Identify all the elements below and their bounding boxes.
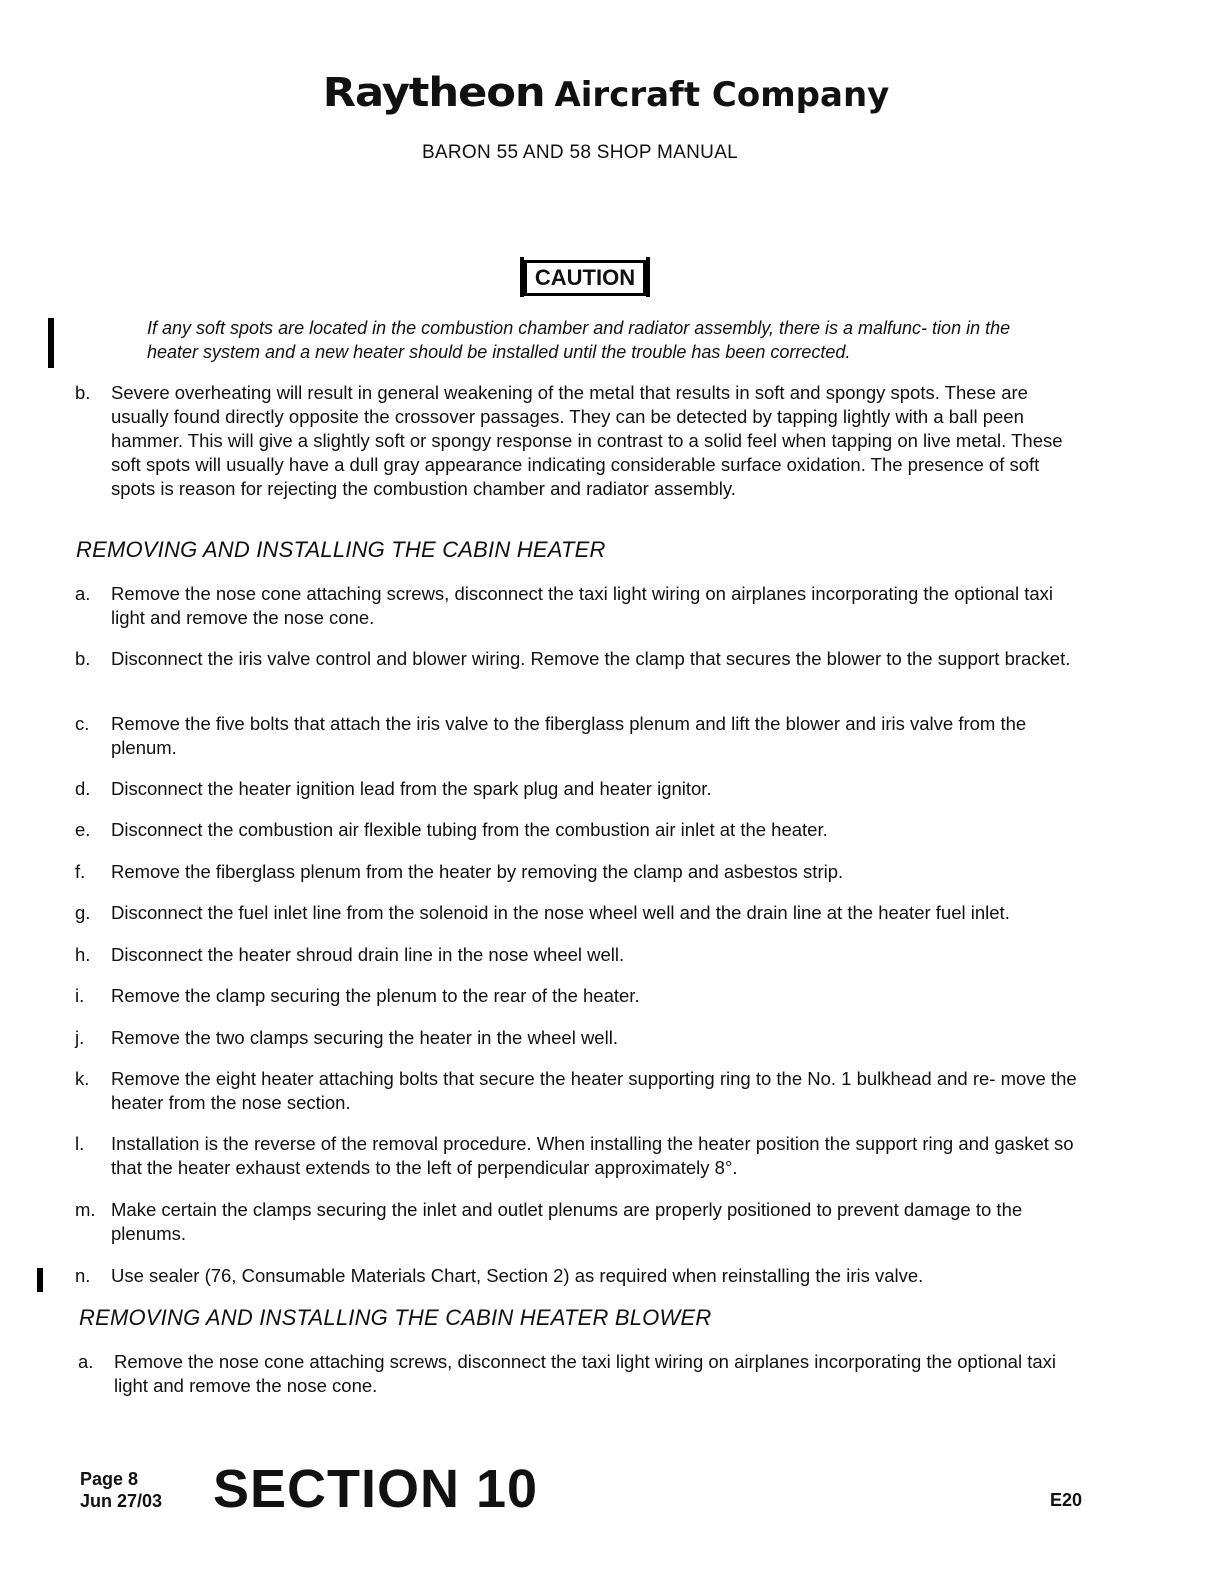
list-item <box>78 1350 1088 1398</box>
item-letter: d. <box>75 778 91 799</box>
item-letter: n. <box>75 1265 91 1286</box>
item-text: Make certain the clamps securing the inlet and outlet plenums are properly positioned to prevent damage to the plenums. <box>111 1199 1023 1244</box>
list-item <box>75 1026 1085 1050</box>
section-title: SECTION 10 <box>213 1459 539 1519</box>
item-text: Remove the eight heater attaching bolts that secure the heater supporting ring to the No. 1 bulkhead and re- move the heater from the nose section. <box>111 1068 1077 1113</box>
list-item <box>75 777 1085 801</box>
item-text: Installation is the reverse of the removal procedure. When installing the heater position the support ring and gasket so that the heater exhaust extends to the left of perpendicular approximately 8°. <box>111 1133 1074 1178</box>
section-heading: REMOVING AND INSTALLING THE CABIN HEATER BLOWER <box>79 1305 712 1330</box>
item-letter: f. <box>75 861 86 882</box>
item-text: Remove the five bolts that attach the iris valve to the fiberglass plenum and lift the blower and iris valve from the plenum. <box>111 713 1027 758</box>
item-text: Remove the fiberglass plenum from the heater by removing the clamp and asbestos strip. <box>111 861 844 882</box>
list-item <box>75 1198 1085 1246</box>
list-item <box>75 1264 1085 1288</box>
company-name: Aircraft Company <box>554 75 890 115</box>
item-letter: a. <box>75 583 91 604</box>
item-letter: l. <box>75 1133 85 1154</box>
item-text: Severe overheating will result in general weakening of the metal that results in soft and spongy spots. These are usually found directly opposite the crossover passages. They can be detected by tapping lightly with a ball peen hammer. This will give a slightly soft or spongy response in contrast to a solid feel when tapping on live metal. These soft spots will usually have a dull gray appearance indicating considerable surface oxidation. The presence of soft spots is reason for rejecting the combustion chamber and radiator assembly. <box>111 382 1063 499</box>
page-info <box>80 1468 162 1512</box>
item-text: Disconnect the heater ignition lead from the spark plug and heater ignitor. <box>111 778 712 799</box>
item-letter: j. <box>75 1027 85 1048</box>
brand-logo: Raytheon <box>322 70 545 116</box>
item-letter: i. <box>75 985 85 1006</box>
manual-title: BARON 55 AND 58 SHOP MANUAL <box>421 142 739 163</box>
item-text: Remove the clamp securing the plenum to the rear of the heater. <box>111 985 640 1006</box>
item-text: Use sealer (76, Consumable Materials Chart, Section 2) as required when reinstalling the iris valve. <box>111 1265 924 1286</box>
item-letter: m. <box>75 1199 96 1220</box>
item-letter: g. <box>75 902 91 923</box>
list-item <box>75 901 1085 925</box>
item-text: Remove the two clamps securing the heater in the wheel well. <box>111 1027 618 1048</box>
list-item <box>75 943 1085 967</box>
list-item <box>75 1067 1085 1115</box>
caution-text: If any soft spots are located in the combustion chamber and radiator assembly, there is a malfunc- tion in the heater system and a new heater should be installed until the trouble has been corrected. <box>147 318 1011 362</box>
item-letter: a. <box>78 1351 94 1372</box>
list-item <box>75 381 1085 501</box>
page-number: Page 8 <box>80 1469 139 1489</box>
document-code: E20 <box>1050 1490 1083 1510</box>
page-header <box>0 70 1220 116</box>
section-heading: REMOVING AND INSTALLING THE CABIN HEATER <box>76 537 606 562</box>
list-item <box>75 860 1085 884</box>
list-item <box>75 984 1085 1008</box>
item-text: Disconnect the heater shroud drain line in the nose wheel well. <box>111 944 625 965</box>
list-item <box>75 818 1085 842</box>
list-item <box>75 1132 1085 1180</box>
list-item <box>75 582 1085 630</box>
revision-bar <box>48 318 54 368</box>
item-letter: b. <box>75 382 91 403</box>
item-text: Disconnect the iris valve control and blower wiring. Remove the clamp that secures the blower to the support bracket. <box>111 648 1071 669</box>
revision-date: Jun 27/03 <box>80 1491 163 1511</box>
item-letter: c. <box>75 713 90 734</box>
item-text: Remove the nose cone attaching screws, disconnect the taxi light wiring on airplanes incorporating the optional taxi light and remove the nose cone. <box>111 583 1053 628</box>
item-letter: e. <box>75 819 91 840</box>
list-item <box>75 647 1085 671</box>
caution-label: CAUTION <box>524 260 646 296</box>
item-letter: b. <box>75 648 91 669</box>
list-item <box>75 712 1085 760</box>
item-text: Disconnect the combustion air flexible tubing from the combustion air inlet at the heater. <box>111 819 828 840</box>
revision-bar <box>37 1268 43 1292</box>
item-letter: k. <box>75 1068 90 1089</box>
item-letter: h. <box>75 944 91 965</box>
item-text: Remove the nose cone attaching screws, disconnect the taxi light wiring on airplanes incorporating the optional taxi light and remove the nose cone. <box>114 1351 1056 1396</box>
caution-banner <box>0 260 1170 296</box>
item-text: Disconnect the fuel inlet line from the solenoid in the nose wheel well and the drain line at the heater fuel inlet. <box>111 902 1010 923</box>
